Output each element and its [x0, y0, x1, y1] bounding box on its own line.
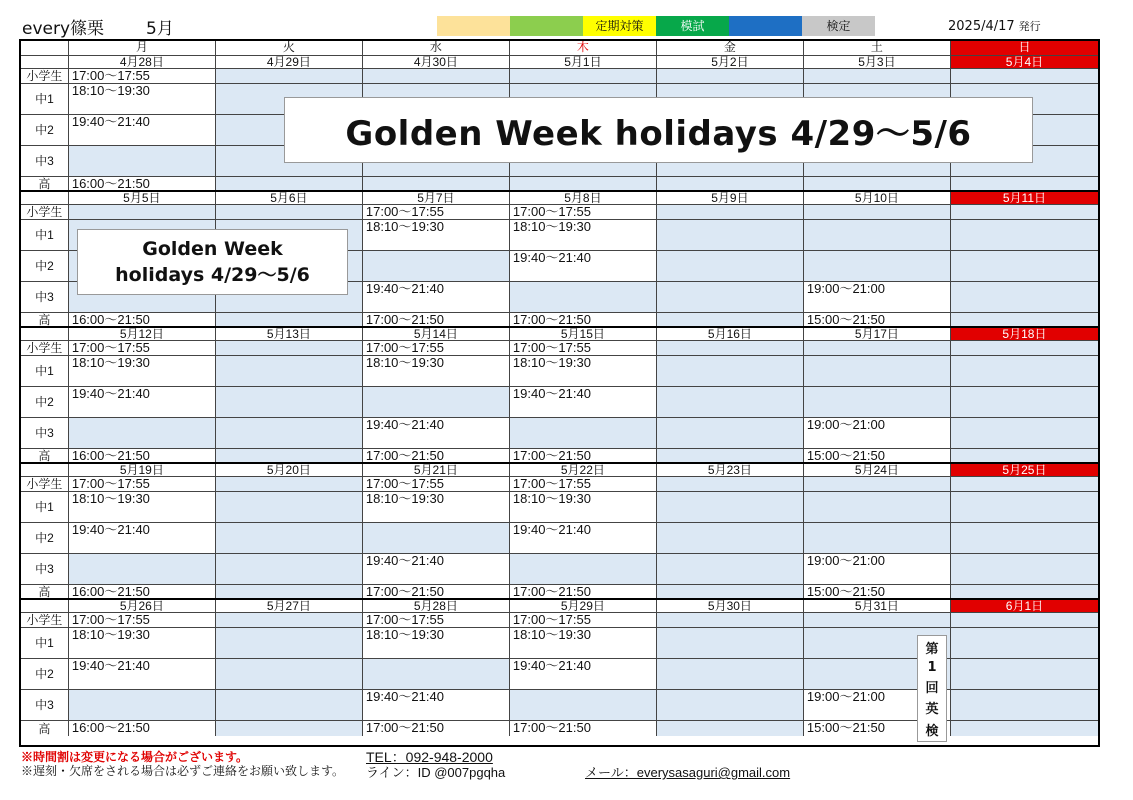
time-slot: 19:40～21:40: [363, 282, 510, 312]
grade-label: 中3: [21, 146, 69, 176]
schedule-row: [21, 418, 1098, 449]
absence-contact-note: ※遅刻・欠席をされる場合は必ずご連絡をお願い致します。: [21, 764, 345, 778]
date-cell: 4月28日: [69, 56, 216, 68]
grade-label: 高: [21, 177, 69, 190]
time-slot: 19:40～21:40: [69, 115, 216, 145]
time-slot: 17:00～17:55: [69, 341, 216, 355]
time-slot: 19:40～21:40: [69, 387, 216, 417]
legend-item: [437, 16, 510, 36]
time-slot: [216, 205, 363, 219]
time-slot: [363, 387, 510, 417]
time-slot: [657, 492, 804, 522]
time-slot: [216, 387, 363, 417]
eiken-char: 検: [925, 723, 939, 739]
time-slot: [804, 477, 951, 491]
time-slot: 17:00～17:55: [510, 341, 657, 355]
time-slot: [951, 449, 1098, 462]
weekday-sat: 土: [804, 41, 951, 55]
time-slot: [951, 220, 1098, 250]
time-slot: [951, 554, 1098, 584]
time-slot: [216, 628, 363, 658]
date-row-label: [21, 192, 69, 204]
school-name: every篠栗: [22, 19, 105, 39]
time-slot: [804, 69, 951, 83]
grade-label: 中1: [21, 356, 69, 386]
grade-label: 小学生: [21, 341, 69, 355]
grade-label: 小学生: [21, 205, 69, 219]
legend-item: [510, 16, 583, 36]
time-slot: [951, 492, 1098, 522]
time-slot: [216, 418, 363, 448]
time-slot: 17:00～17:55: [69, 69, 216, 83]
time-slot: [216, 477, 363, 491]
grade-label: 高: [21, 585, 69, 598]
time-slot: [951, 69, 1098, 83]
grade-label: 高: [21, 721, 69, 736]
schedule-row: [21, 613, 1098, 628]
time-slot: [657, 585, 804, 598]
time-slot: [216, 69, 363, 83]
time-slot: [363, 69, 510, 83]
time-slot: [510, 69, 657, 83]
weekday-fri: 金: [657, 41, 804, 55]
date-cell: 5月7日: [363, 192, 510, 204]
time-slot: 17:00～17:55: [363, 477, 510, 491]
weekday-header-row: [21, 41, 1098, 56]
time-slot: [69, 418, 216, 448]
time-slot: 18:10～19:30: [69, 84, 216, 114]
time-slot: [69, 205, 216, 219]
schedule-row: [21, 341, 1098, 356]
eiken-char: 第: [925, 642, 939, 658]
time-slot: [657, 177, 804, 190]
time-slot: [216, 177, 363, 190]
golden-week-banner-small: [77, 229, 348, 295]
time-slot: [951, 282, 1098, 312]
grade-label: 中1: [21, 492, 69, 522]
time-slot: 16:00～21:50: [69, 721, 216, 736]
time-slot: 17:00～17:55: [363, 613, 510, 627]
time-slot: [510, 177, 657, 190]
time-slot: [657, 613, 804, 627]
date-row: [21, 328, 1098, 341]
golden-week-line2: holidays 4/29～5/6: [115, 264, 310, 286]
time-slot: 16:00～21:50: [69, 449, 216, 462]
time-slot: 19:00～21:00: [804, 690, 951, 720]
schedule-change-note: ※時間割は変更になる場合がございます。: [21, 750, 249, 764]
issued-date-value: 2025/4/17: [948, 19, 1015, 34]
time-slot: 17:00～21:50: [363, 585, 510, 598]
time-slot: 19:40～21:40: [510, 387, 657, 417]
corner-cell: [21, 41, 69, 55]
week-block: [21, 464, 1098, 600]
time-slot: [951, 613, 1098, 627]
grade-label: 中1: [21, 84, 69, 114]
time-slot: 18:10～19:30: [69, 356, 216, 386]
date-cell: 5月28日: [363, 600, 510, 612]
legend-item-teiki: 定期対策: [583, 16, 656, 36]
grade-label: 小学生: [21, 477, 69, 491]
time-slot: [657, 220, 804, 250]
grade-label: 中1: [21, 628, 69, 658]
date-cell: 5月31日: [804, 600, 951, 612]
grade-label: 中2: [21, 523, 69, 553]
eiken-char: 1: [927, 659, 937, 675]
schedule-row: [21, 477, 1098, 492]
grade-label: 中3: [21, 282, 69, 312]
time-slot: 17:00～17:55: [363, 341, 510, 355]
grade-label: 中1: [21, 220, 69, 250]
time-slot: [657, 69, 804, 83]
time-slot: [69, 554, 216, 584]
date-cell: 5月30日: [657, 600, 804, 612]
legend: [437, 16, 875, 36]
date-cell: 5月23日: [657, 464, 804, 476]
time-slot: 17:00～17:55: [363, 205, 510, 219]
time-slot: 18:10～19:30: [69, 492, 216, 522]
time-slot: [657, 628, 804, 658]
date-cell: 5月13日: [216, 328, 363, 340]
time-slot: 19:40～21:40: [510, 251, 657, 281]
time-slot: [951, 477, 1098, 491]
golden-week-banner: Golden Week holidays 4/29～5/6: [284, 97, 1033, 163]
schedule-row: [21, 523, 1098, 554]
date-cell: 5月10日: [804, 192, 951, 204]
time-slot: 19:40～21:40: [69, 523, 216, 553]
time-slot: [657, 449, 804, 462]
golden-week-line1: Golden Week: [142, 238, 283, 260]
time-slot: 18:10～19:30: [363, 220, 510, 250]
time-slot: 17:00～21:50: [510, 313, 657, 326]
grade-label: 中3: [21, 418, 69, 448]
time-slot: [216, 690, 363, 720]
time-slot: [510, 418, 657, 448]
time-slot: [216, 554, 363, 584]
time-slot: [657, 356, 804, 386]
time-slot: [657, 523, 804, 553]
time-slot: [69, 146, 216, 176]
time-slot: [510, 554, 657, 584]
grade-label: 高: [21, 449, 69, 462]
time-slot: 17:00～21:50: [510, 585, 657, 598]
date-row: [21, 600, 1098, 613]
time-slot: [951, 721, 1098, 736]
time-slot: [951, 628, 1098, 658]
schedule-row: [21, 313, 1098, 328]
time-slot: 15:00～21:50: [804, 449, 951, 462]
time-slot: 15:00～21:50: [804, 721, 951, 736]
date-cell: 4月30日: [363, 56, 510, 68]
time-slot: 19:40～21:40: [363, 418, 510, 448]
date-cell: 5月11日: [951, 192, 1098, 204]
time-slot: 17:00～17:55: [69, 477, 216, 491]
time-slot: [657, 721, 804, 736]
time-slot: [951, 313, 1098, 326]
time-slot: 17:00～17:55: [69, 613, 216, 627]
time-slot: [657, 477, 804, 491]
time-slot: 18:10～19:30: [363, 628, 510, 658]
date-cell: 5月5日: [69, 192, 216, 204]
date-cell: 5月27日: [216, 600, 363, 612]
email-link[interactable]: メール：everysasaguri@gmail.com: [585, 765, 791, 780]
date-cell: 5月19日: [69, 464, 216, 476]
time-slot: [951, 356, 1098, 386]
weekday-thu: 木: [510, 41, 657, 55]
time-slot: [216, 449, 363, 462]
date-cell: 5月21日: [363, 464, 510, 476]
issued-date: [948, 18, 1041, 34]
time-slot: [216, 356, 363, 386]
time-slot: 17:00～17:55: [510, 205, 657, 219]
date-row: [21, 192, 1098, 205]
time-slot: [657, 341, 804, 355]
time-slot: 18:10～19:30: [510, 628, 657, 658]
grade-label: 高: [21, 313, 69, 326]
date-cell: 4月29日: [216, 56, 363, 68]
date-cell: 5月12日: [69, 328, 216, 340]
time-slot: 17:00～17:55: [510, 477, 657, 491]
time-slot: 19:40～21:40: [510, 523, 657, 553]
time-slot: [657, 387, 804, 417]
date-cell: 5月16日: [657, 328, 804, 340]
date-cell: 5月4日: [951, 56, 1098, 68]
time-slot: [951, 523, 1098, 553]
time-slot: [657, 205, 804, 219]
time-slot: 18:10～19:30: [510, 220, 657, 250]
time-slot: 17:00～21:50: [363, 721, 510, 736]
date-cell: 5月6日: [216, 192, 363, 204]
date-cell: 5月9日: [657, 192, 804, 204]
time-slot: 19:00～21:00: [804, 418, 951, 448]
grade-label: 中2: [21, 659, 69, 689]
schedule-row: [21, 492, 1098, 523]
time-slot: [804, 613, 951, 627]
time-slot: 18:10～19:30: [510, 492, 657, 522]
grade-label: 中2: [21, 115, 69, 145]
time-slot: [216, 341, 363, 355]
schedule-row: [21, 356, 1098, 387]
schedule-row: [21, 387, 1098, 418]
issued-label: 発行: [1018, 20, 1041, 33]
grade-label: 中2: [21, 387, 69, 417]
time-slot: [69, 690, 216, 720]
time-slot: [657, 659, 804, 689]
grade-label: 中3: [21, 690, 69, 720]
time-slot: 19:40～21:40: [510, 659, 657, 689]
date-cell: 5月20日: [216, 464, 363, 476]
date-cell: 5月24日: [804, 464, 951, 476]
time-slot: [510, 282, 657, 312]
time-slot: [216, 523, 363, 553]
date-cell: 5月8日: [510, 192, 657, 204]
time-slot: 15:00～21:50: [804, 313, 951, 326]
time-slot: [657, 282, 804, 312]
time-slot: 17:00～21:50: [510, 721, 657, 736]
time-slot: [804, 251, 951, 281]
time-slot: [804, 177, 951, 190]
time-slot: [510, 690, 657, 720]
weekday-tue: 火: [216, 41, 363, 55]
time-slot: [804, 387, 951, 417]
grade-label: 小学生: [21, 613, 69, 627]
time-slot: 17:00～21:50: [510, 449, 657, 462]
eiken-char: 回: [925, 680, 939, 696]
time-slot: [951, 205, 1098, 219]
time-slot: 18:10～19:30: [363, 492, 510, 522]
time-slot: 18:10～19:30: [363, 356, 510, 386]
time-slot: [657, 554, 804, 584]
schedule-row: [21, 205, 1098, 220]
time-slot: [657, 690, 804, 720]
time-slot: 19:40～21:40: [363, 554, 510, 584]
time-slot: 19:40～21:40: [69, 659, 216, 689]
date-cell: 5月25日: [951, 464, 1098, 476]
time-slot: [951, 585, 1098, 598]
date-cell: 5月22日: [510, 464, 657, 476]
time-slot: [216, 313, 363, 326]
week-block: [21, 328, 1098, 464]
time-slot: [363, 177, 510, 190]
time-slot: [951, 690, 1098, 720]
time-slot: [216, 585, 363, 598]
time-slot: 19:40～21:40: [363, 690, 510, 720]
date-cell: 5月3日: [804, 56, 951, 68]
schedule-row: [21, 585, 1098, 600]
date-cell: 6月1日: [951, 600, 1098, 612]
time-slot: [657, 251, 804, 281]
date-cell: 5月1日: [510, 56, 657, 68]
time-slot: [363, 659, 510, 689]
legend-item-moshi: 模試: [656, 16, 729, 36]
date-row: [21, 464, 1098, 477]
time-slot: 15:00～21:50: [804, 585, 951, 598]
date-row-label: [21, 56, 69, 68]
time-slot: 17:00～21:50: [363, 449, 510, 462]
time-slot: 16:00～21:50: [69, 313, 216, 326]
legend-item: [729, 16, 802, 36]
time-slot: [804, 205, 951, 219]
weekday-sun: 日: [951, 41, 1098, 55]
grade-label: 小学生: [21, 69, 69, 83]
time-slot: 18:10～19:30: [69, 628, 216, 658]
date-cell: 5月14日: [363, 328, 510, 340]
date-cell: 5月29日: [510, 600, 657, 612]
time-slot: 16:00～21:50: [69, 585, 216, 598]
time-slot: 17:00～21:50: [363, 313, 510, 326]
time-slot: [804, 523, 951, 553]
weekday-mon: 月: [69, 41, 216, 55]
date-cell: 5月26日: [69, 600, 216, 612]
time-slot: [951, 251, 1098, 281]
time-slot: 19:00～21:00: [804, 554, 951, 584]
time-slot: [657, 418, 804, 448]
time-slot: [363, 523, 510, 553]
time-slot: 18:10～19:30: [510, 356, 657, 386]
time-slot: [951, 341, 1098, 355]
time-slot: [363, 251, 510, 281]
time-slot: [216, 659, 363, 689]
date-row-label: [21, 464, 69, 476]
time-slot: 17:00～17:55: [510, 613, 657, 627]
date-cell: 5月17日: [804, 328, 951, 340]
time-slot: [951, 177, 1098, 190]
time-slot: [951, 659, 1098, 689]
grade-label: 中2: [21, 251, 69, 281]
time-slot: [804, 341, 951, 355]
eiken-notice: [917, 635, 947, 742]
month-title: 5月: [146, 19, 174, 39]
date-row: [21, 56, 1098, 69]
time-slot: [951, 387, 1098, 417]
schedule-row: [21, 69, 1098, 84]
time-slot: 19:00～21:00: [804, 282, 951, 312]
schedule-row: [21, 449, 1098, 464]
time-slot: [804, 492, 951, 522]
date-cell: 5月15日: [510, 328, 657, 340]
time-slot: [804, 220, 951, 250]
legend-item-kentei: 検定: [802, 16, 875, 36]
time-slot: [657, 313, 804, 326]
grade-label: 中3: [21, 554, 69, 584]
time-slot: 16:00～21:50: [69, 177, 216, 190]
time-slot: [216, 721, 363, 736]
date-row-label: [21, 328, 69, 340]
schedule-row: [21, 554, 1098, 585]
date-row-label: [21, 600, 69, 612]
time-slot: [951, 418, 1098, 448]
time-slot: [216, 492, 363, 522]
time-slot: [216, 613, 363, 627]
time-slot: [804, 356, 951, 386]
schedule-row: [21, 177, 1098, 192]
phone-number[interactable]: TEL：092-948-2000: [366, 749, 493, 765]
line-id: ライン：ID @007pgqha: [366, 765, 506, 780]
date-cell: 5月2日: [657, 56, 804, 68]
weekday-wed: 水: [363, 41, 510, 55]
date-cell: 5月18日: [951, 328, 1098, 340]
eiken-char: 英: [925, 702, 939, 718]
